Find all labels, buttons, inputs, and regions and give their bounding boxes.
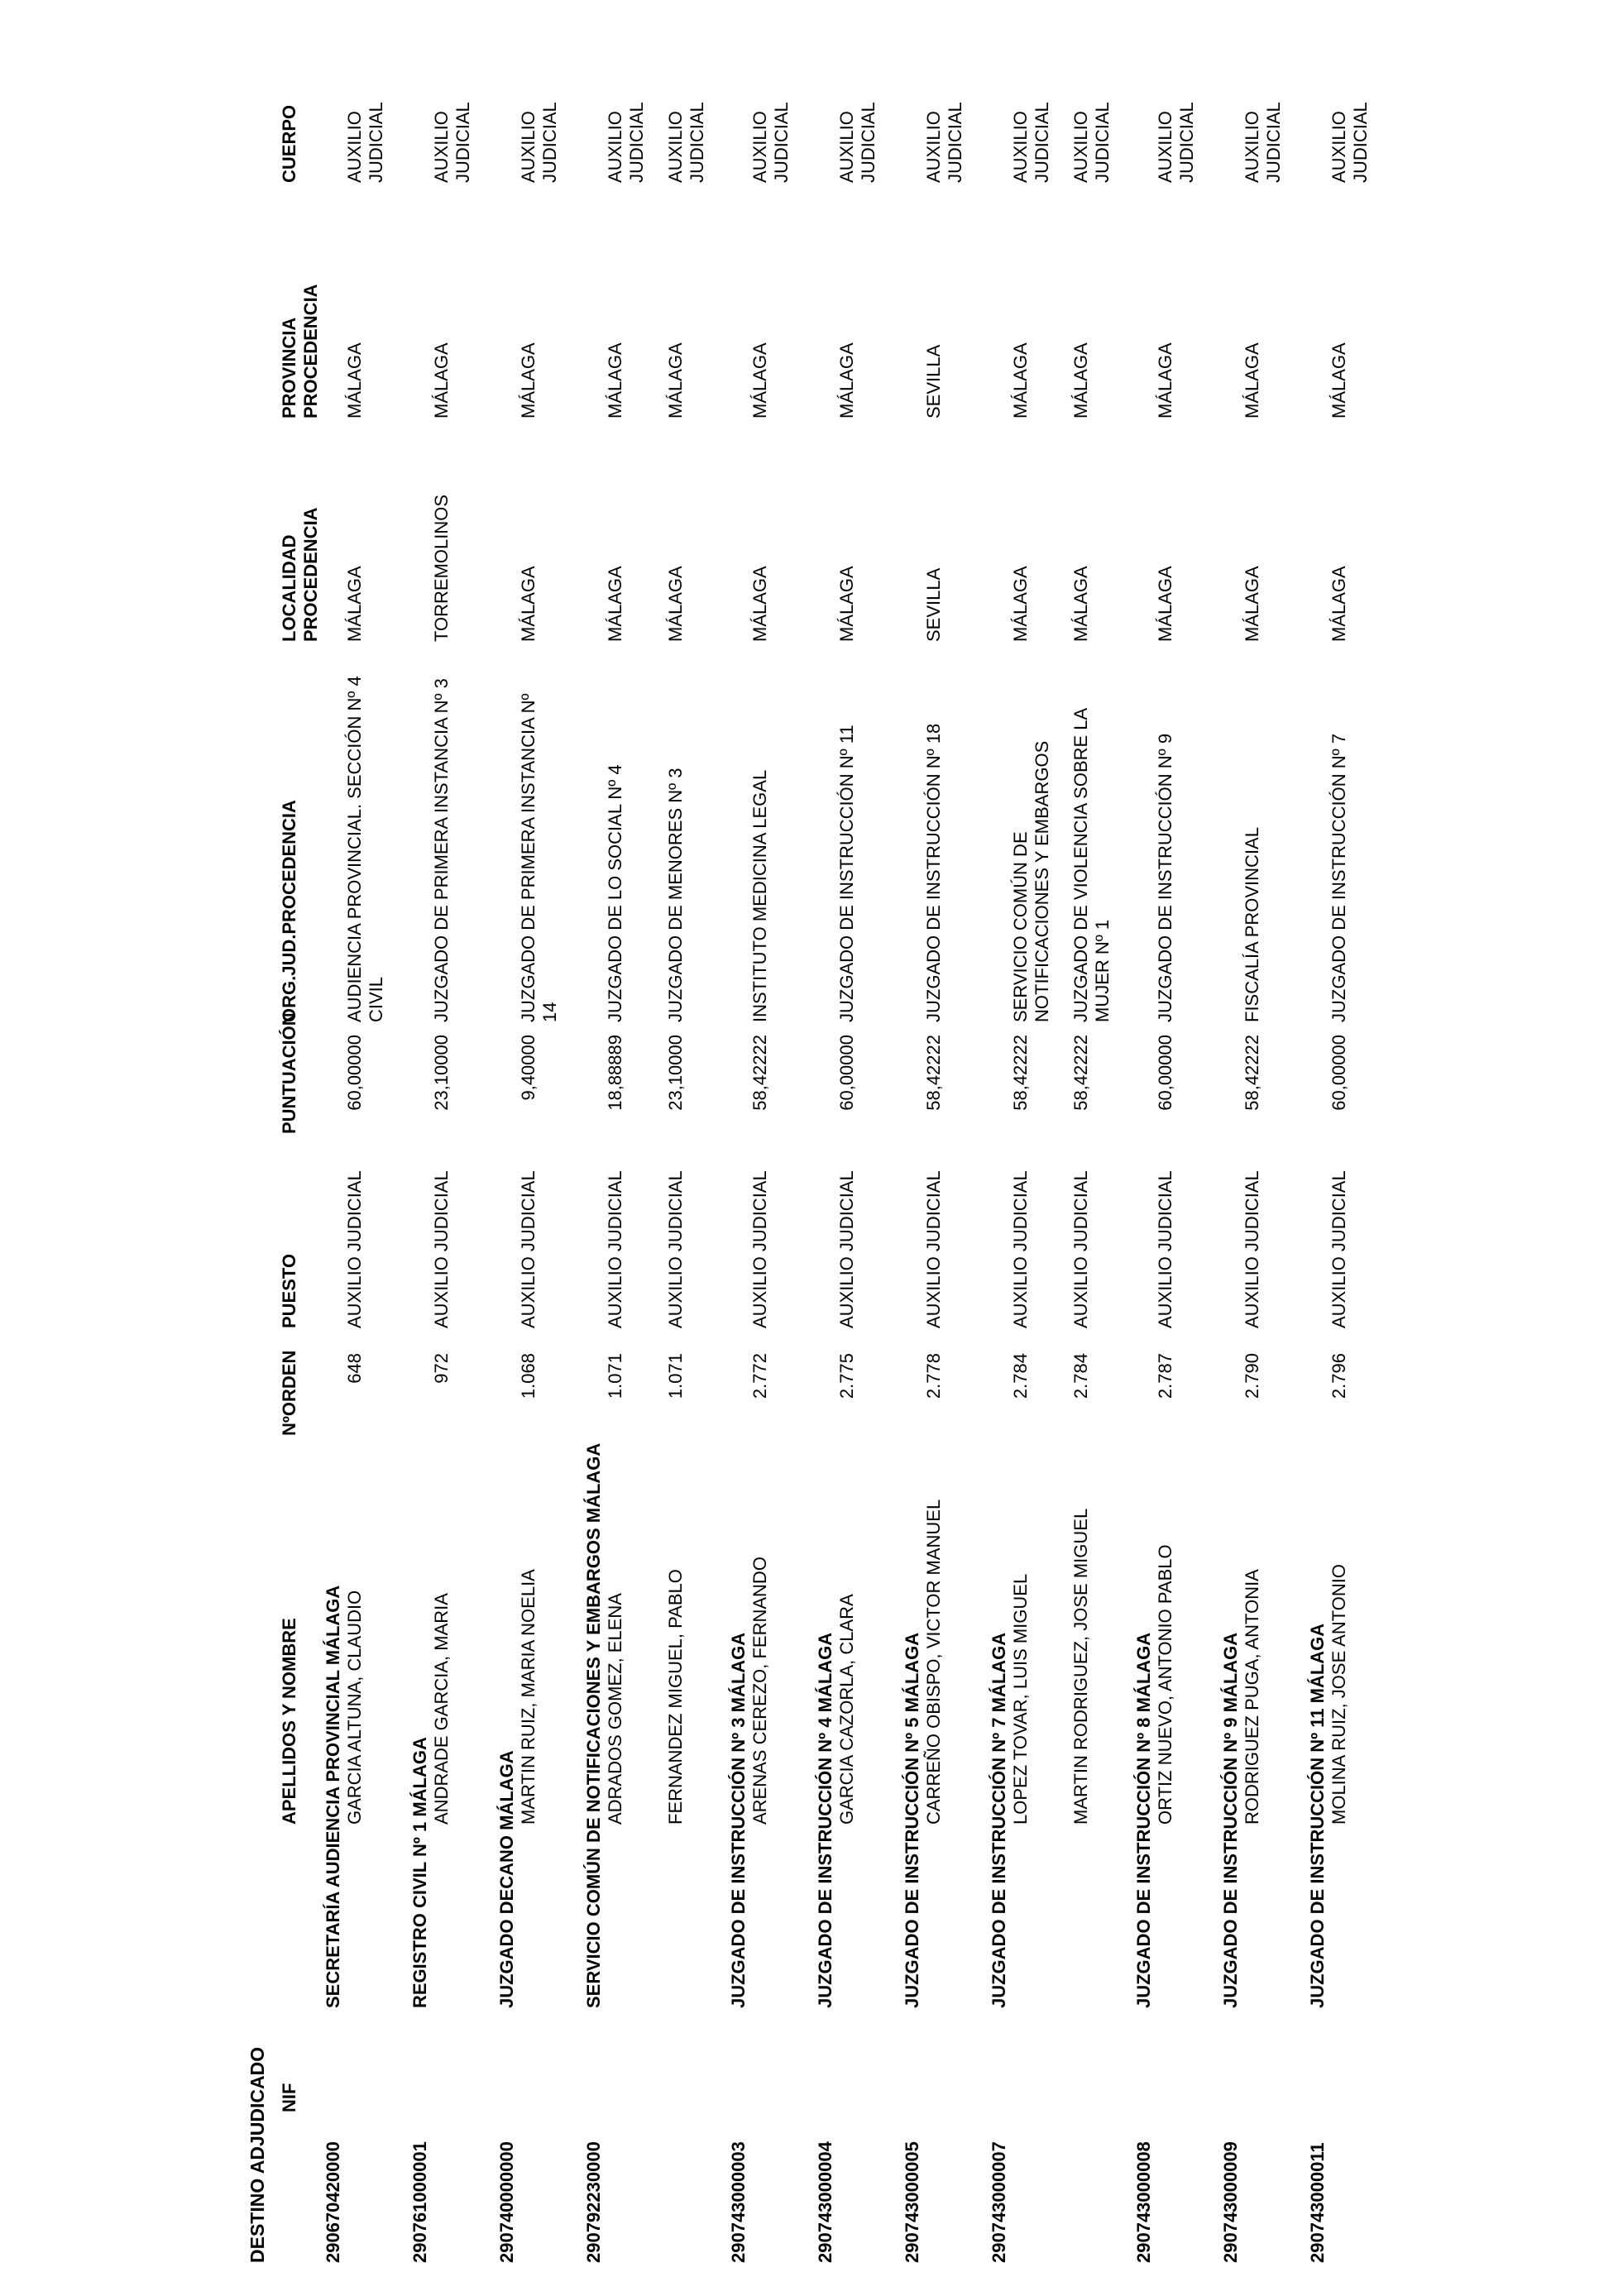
row-cuerpo: AUXILIO JUDICIAL (749, 102, 792, 183)
row-puntuacion: 58,42222 (923, 1035, 944, 1111)
group-destination: JUZGADO DE INSTRUCCIÓN Nº 4 MÁLAGA (815, 1632, 835, 2008)
group-nif: 290743000003 (728, 2141, 749, 2263)
row-puesto: AUXILIO JUDICIAL (431, 1170, 452, 1328)
row-localidad: MÁLAGA (1329, 566, 1349, 642)
row-apellidos: ORTIZ NUEVO, ANTONIO PABLO (1155, 1544, 1175, 1825)
row-cuerpo: AUXILIO JUDICIAL (836, 102, 879, 183)
row-localidad: MÁLAGA (749, 566, 770, 642)
row-puntuacion: 23,10000 (665, 1035, 686, 1111)
row-apellidos: ANDRADE GARCIA, MARIA (431, 1593, 452, 1825)
row-localidad: MÁLAGA (1070, 566, 1091, 642)
row-puntuacion: 23,10000 (431, 1035, 452, 1111)
row-provincia: MÁLAGA (1010, 342, 1031, 419)
row-org: SERVICIO COMÚN DE NOTIFICACIONES Y EMBARGOS (1010, 740, 1052, 1022)
row-puesto: AUXILIO JUDICIAL (1070, 1170, 1091, 1328)
row-org: INSTITUTO MEDICINA LEGAL (749, 769, 770, 1022)
row-cuerpo: AUXILIO JUDICIAL (1329, 102, 1371, 183)
group-destination: JUZGADO DE INSTRUCCIÓN Nº 9 MÁLAGA (1220, 1632, 1241, 2008)
row-localidad: MÁLAGA (836, 566, 857, 642)
row-norden: 972 (431, 1353, 452, 1384)
row-norden: 2.796 (1329, 1353, 1349, 1399)
row-localidad: MÁLAGA (1242, 566, 1262, 642)
row-org: JUZGADO DE PRIMERA INSTANCIA Nº 14 (518, 693, 560, 1022)
row-provincia: SEVILLA (923, 344, 944, 419)
row-norden: 2.784 (1070, 1353, 1091, 1399)
row-puntuacion: 18,88889 (605, 1035, 625, 1111)
row-norden: 1.068 (518, 1353, 539, 1399)
row-puntuacion: 60,00000 (344, 1035, 365, 1111)
row-puntuacion: 60,00000 (1155, 1035, 1175, 1111)
row-puntuacion: 58,42222 (1010, 1035, 1031, 1111)
group-destination: JUZGADO DE INSTRUCCIÓN Nº 8 MÁLAGA (1133, 1632, 1154, 2008)
row-puesto: AUXILIO JUDICIAL (923, 1170, 944, 1328)
row-provincia: MÁLAGA (665, 342, 686, 419)
row-norden: 1.071 (665, 1353, 686, 1399)
group-nif: 290761000001 (409, 2141, 430, 2263)
row-puesto: AUXILIO JUDICIAL (749, 1170, 770, 1328)
group-destination: JUZGADO DE INSTRUCCIÓN Nº 11 MÁLAGA (1307, 1623, 1328, 2008)
row-apellidos: FERNANDEZ MIGUEL, PABLO (665, 1569, 686, 1825)
row-provincia: MÁLAGA (431, 342, 452, 419)
row-org: JUZGADO DE INSTRUCCIÓN Nº 9 (1155, 733, 1175, 1022)
group-nif: 290743000009 (1220, 2141, 1241, 2263)
group-destination: SERVICIO COMÚN DE NOTIFICACIONES Y EMBARGOS MÁLAGA (583, 1442, 604, 2008)
row-org: JUZGADO DE LO SOCIAL Nº 4 (605, 764, 625, 1022)
row-puesto: AUXILIO JUDICIAL (836, 1170, 857, 1328)
row-puntuacion: 9,40000 (518, 1035, 539, 1101)
row-cuerpo: AUXILIO JUDICIAL (605, 102, 647, 183)
row-localidad: TORREMOLINOS (431, 494, 452, 642)
row-apellidos: ARENAS CEREZO, FERNANDO (749, 1557, 770, 1825)
row-puesto: AUXILIO JUDICIAL (605, 1170, 625, 1328)
row-cuerpo: AUXILIO JUDICIAL (431, 102, 473, 183)
row-cuerpo: AUXILIO JUDICIAL (344, 102, 386, 183)
row-localidad: MÁLAGA (1155, 566, 1175, 642)
group-nif: 290743000011 (1307, 2142, 1328, 2263)
row-puntuacion: 60,00000 (1329, 1035, 1349, 1111)
row-localidad: MÁLAGA (605, 566, 625, 642)
row-norden: 2.775 (836, 1353, 857, 1399)
header-org: ORG.JUD.PROCEDENCIA (279, 800, 299, 1022)
row-norden: 2.784 (1010, 1353, 1031, 1399)
row-puesto: AUXILIO JUDICIAL (1010, 1170, 1031, 1328)
row-org: JUZGADO DE PRIMERA INSTANCIA Nº 3 (431, 678, 452, 1022)
row-org: JUZGADO DE INSTRUCCIÓN Nº 7 (1329, 733, 1349, 1022)
row-provincia: MÁLAGA (518, 342, 539, 419)
row-puesto: AUXILIO JUDICIAL (1155, 1170, 1175, 1328)
row-cuerpo: AUXILIO JUDICIAL (518, 102, 560, 183)
row-puntuacion: 60,00000 (836, 1035, 857, 1111)
row-cuerpo: AUXILIO JUDICIAL (665, 102, 707, 183)
row-puesto: AUXILIO JUDICIAL (518, 1170, 539, 1328)
row-localidad: MÁLAGA (344, 566, 365, 642)
group-destination: JUZGADO DE INSTRUCCIÓN Nº 7 MÁLAGA (989, 1632, 1009, 2008)
row-apellidos: MARTIN RUIZ, MARIA NOELIA (518, 1569, 539, 1825)
row-norden: 2.787 (1155, 1353, 1175, 1399)
row-org: FISCALÍA PROVINCIAL (1242, 827, 1262, 1022)
row-cuerpo: AUXILIO JUDICIAL (1010, 102, 1052, 183)
header-norden: NºORDEN (279, 1350, 299, 1436)
row-apellidos: MARTIN RODRIGUEZ, JOSE MIGUEL (1070, 1508, 1091, 1825)
group-destination: REGISTRO CIVIL Nº 1 MÁLAGA (409, 1737, 430, 2008)
header-apellidos: APELLIDOS Y NOMBRE (279, 1618, 299, 1825)
row-localidad: MÁLAGA (665, 566, 686, 642)
row-org: JUZGADO DE VIOLENCIA SOBRE LA MUJER Nº 1 (1070, 709, 1113, 1022)
row-org: AUDIENCIA PROVINCIAL. SECCIÓN Nº 4 CIVIL (344, 676, 386, 1022)
group-destination: JUZGADO DE INSTRUCCIÓN Nº 5 MÁLAGA (902, 1632, 922, 2008)
row-apellidos: ADRADOS GOMEZ, ELENA (605, 1593, 625, 1825)
group-nif: 290743000004 (815, 2141, 835, 2263)
row-provincia: MÁLAGA (1242, 342, 1262, 419)
group-nif: 290743000005 (902, 2141, 922, 2263)
row-localidad: MÁLAGA (1010, 566, 1031, 642)
row-norden: 2.778 (923, 1353, 944, 1399)
row-cuerpo: AUXILIO JUDICIAL (1070, 102, 1113, 183)
row-apellidos: RODRIGUEZ PUGA, ANTONIA (1242, 1569, 1262, 1825)
row-cuerpo: AUXILIO JUDICIAL (1242, 102, 1284, 183)
group-destination: JUZGADO DECANO MÁLAGA (496, 1750, 517, 2008)
row-provincia: MÁLAGA (344, 342, 365, 419)
group-destination: SECRETARÍA AUDIENCIA PROVINCIAL MÁLAGA (323, 1585, 343, 2008)
row-puesto: AUXILIO JUDICIAL (344, 1170, 365, 1328)
row-apellidos: LOPEZ TOVAR, LUIS MIGUEL (1010, 1573, 1031, 1825)
header-puesto: PUESTO (279, 1253, 299, 1328)
header-localidad: LOCALIDAD PROCEDENCIA (279, 507, 321, 642)
row-localidad: MÁLAGA (518, 566, 539, 642)
header-puntuacion: PUNTUACIÓN (279, 1012, 299, 1134)
row-provincia: MÁLAGA (605, 342, 625, 419)
header-nif: NIF (279, 2083, 299, 2112)
row-puesto: AUXILIO JUDICIAL (1329, 1170, 1349, 1328)
row-provincia: MÁLAGA (749, 342, 770, 419)
row-org: JUZGADO DE INSTRUCCIÓN Nº 18 (923, 723, 944, 1022)
row-puesto: AUXILIO JUDICIAL (1242, 1170, 1262, 1328)
row-org: JUZGADO DE INSTRUCCIÓN Nº 11 (836, 725, 857, 1022)
row-apellidos: GARCIA CAZORLA, CLARA (836, 1594, 857, 1825)
row-norden: 648 (344, 1353, 365, 1384)
row-puesto: AUXILIO JUDICIAL (665, 1170, 686, 1328)
row-org: JUZGADO DE MENORES Nº 3 (665, 768, 686, 1022)
group-destination: JUZGADO DE INSTRUCCIÓN Nº 3 MÁLAGA (728, 1632, 749, 2008)
row-norden: 1.071 (605, 1353, 625, 1399)
group-nif: 290792230000 (583, 2141, 604, 2263)
row-apellidos: CARREÑO OBISPO, VICTOR MANUEL (923, 1499, 944, 1825)
row-cuerpo: AUXILIO JUDICIAL (1155, 102, 1197, 183)
row-provincia: MÁLAGA (1329, 342, 1349, 419)
document-title: DESTINO ADJUDICADO (247, 2046, 268, 2263)
row-provincia: MÁLAGA (1070, 342, 1091, 419)
header-provincia: PROVINCIA PROCEDENCIA (279, 284, 321, 419)
header-cuerpo: CUERPO (279, 104, 299, 183)
group-nif: 290670420000 (323, 2141, 343, 2263)
row-puntuacion: 58,42222 (749, 1035, 770, 1111)
row-localidad: SEVILLA (923, 567, 944, 642)
row-cuerpo: AUXILIO JUDICIAL (923, 102, 965, 183)
group-nif: 290743000008 (1133, 2141, 1154, 2263)
row-apellidos: MOLINA RUIZ, JOSE ANTONIO (1329, 1564, 1349, 1825)
row-puntuacion: 58,42222 (1070, 1035, 1091, 1111)
row-norden: 2.772 (749, 1353, 770, 1399)
group-nif: 290743000007 (989, 2141, 1009, 2263)
row-apellidos: GARCIA ALTUNA, CLAUDIO (344, 1590, 365, 1825)
row-provincia: MÁLAGA (836, 342, 857, 419)
row-provincia: MÁLAGA (1155, 342, 1175, 419)
row-norden: 2.790 (1242, 1353, 1262, 1399)
row-puntuacion: 58,42222 (1242, 1035, 1262, 1111)
group-nif: 290740000000 (496, 2141, 517, 2263)
